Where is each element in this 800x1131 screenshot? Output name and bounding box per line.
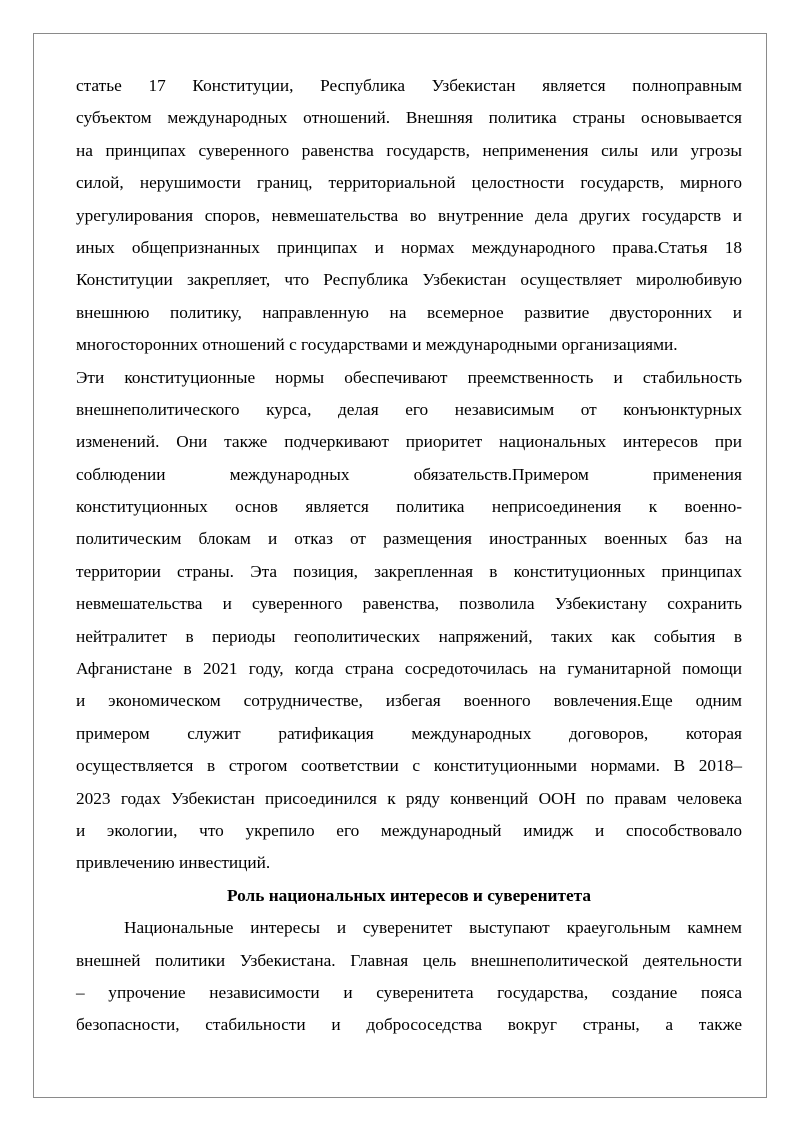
text-line: внешнюю политику, направленную на всемерное развитие двусторонних и <box>76 302 742 322</box>
text-line: внешней политики Узбекистана. Главная цель внешнеполитической деятельности <box>76 950 742 970</box>
section-heading: Роль национальных интересов и суверенитета <box>227 885 591 905</box>
text-line: политическим блокам и отказ от размещения иностранных военных баз на <box>76 529 742 549</box>
text-line: примером служит ратификация международных договоров, которая <box>76 723 742 743</box>
text-line: многосторонних отношений с государствами и международными организациями. <box>76 335 678 355</box>
text-line: иных общепризнанных принципах и нормах международного права.Статья 18 <box>76 237 742 257</box>
text-line: соблюдении международных обязательств.Примером применения <box>76 464 742 484</box>
text-line: невмешательства и суверенного равенства, позволила Узбекистану сохранить <box>76 594 742 614</box>
text-line: внешнеполитического курса, делая его независимым от конъюнктурных <box>76 399 742 419</box>
text-line: конституционных основ является политика неприсоединения к военно- <box>76 497 742 517</box>
text-line: и экономическом сотрудничестве, избегая военного вовлечения.Еще одним <box>76 691 742 711</box>
text-line: субъектом международных отношений. Внешняя политика страны основывается <box>76 108 742 128</box>
text-line: и экологии, что укрепило его международный имидж и способствовало <box>76 820 742 840</box>
text-line: – упрочение независимости и суверенитета государства, создание пояса <box>76 982 742 1002</box>
text-line: Афганистане в 2021 году, когда страна сосредоточилась на гуманитарной помощи <box>76 659 742 679</box>
text-line: территории страны. Эта позиция, закрепленная в конституционных принципах <box>76 561 742 581</box>
text-line: привлечению инвестиций. <box>76 853 271 873</box>
text-line: Национальные интересы и суверенитет выступают краеугольным камнем <box>124 918 742 938</box>
text-line: нейтралитет в периоды геополитических напряжений, таких как события в <box>76 626 742 646</box>
text-line: 2023 годах Узбекистан присоединился к ряду конвенций ООН по правам человека <box>76 788 742 808</box>
text-line: на принципах суверенного равенства государств, неприменения силы или угрозы <box>76 140 742 160</box>
text-line: силой, нерушимости границ, территориальной целостности государств, мирного <box>76 173 742 193</box>
text-line: статье 17 Конституции, Республика Узбекистан является полноправным <box>76 76 742 95</box>
text-line: безопасности, стабильности и добрососедства вокруг страны, а также <box>76 1015 742 1035</box>
text-line: Эти конституционные нормы обеспечивают преемственность и стабильность <box>76 367 742 387</box>
text-line: урегулирования споров, невмешательства во внутренние дела других государств и <box>76 205 742 225</box>
document-body <box>76 70 742 1042</box>
text-line: изменений. Они также подчеркивают приоритет национальных интересов при <box>76 432 742 452</box>
text-line: Конституции закрепляет, что Республика Узбекистан осуществляет миролюбивую <box>76 270 742 290</box>
text-line: осуществляется в строгом соответствии с конституционными нормами. В 2018– <box>76 756 742 776</box>
